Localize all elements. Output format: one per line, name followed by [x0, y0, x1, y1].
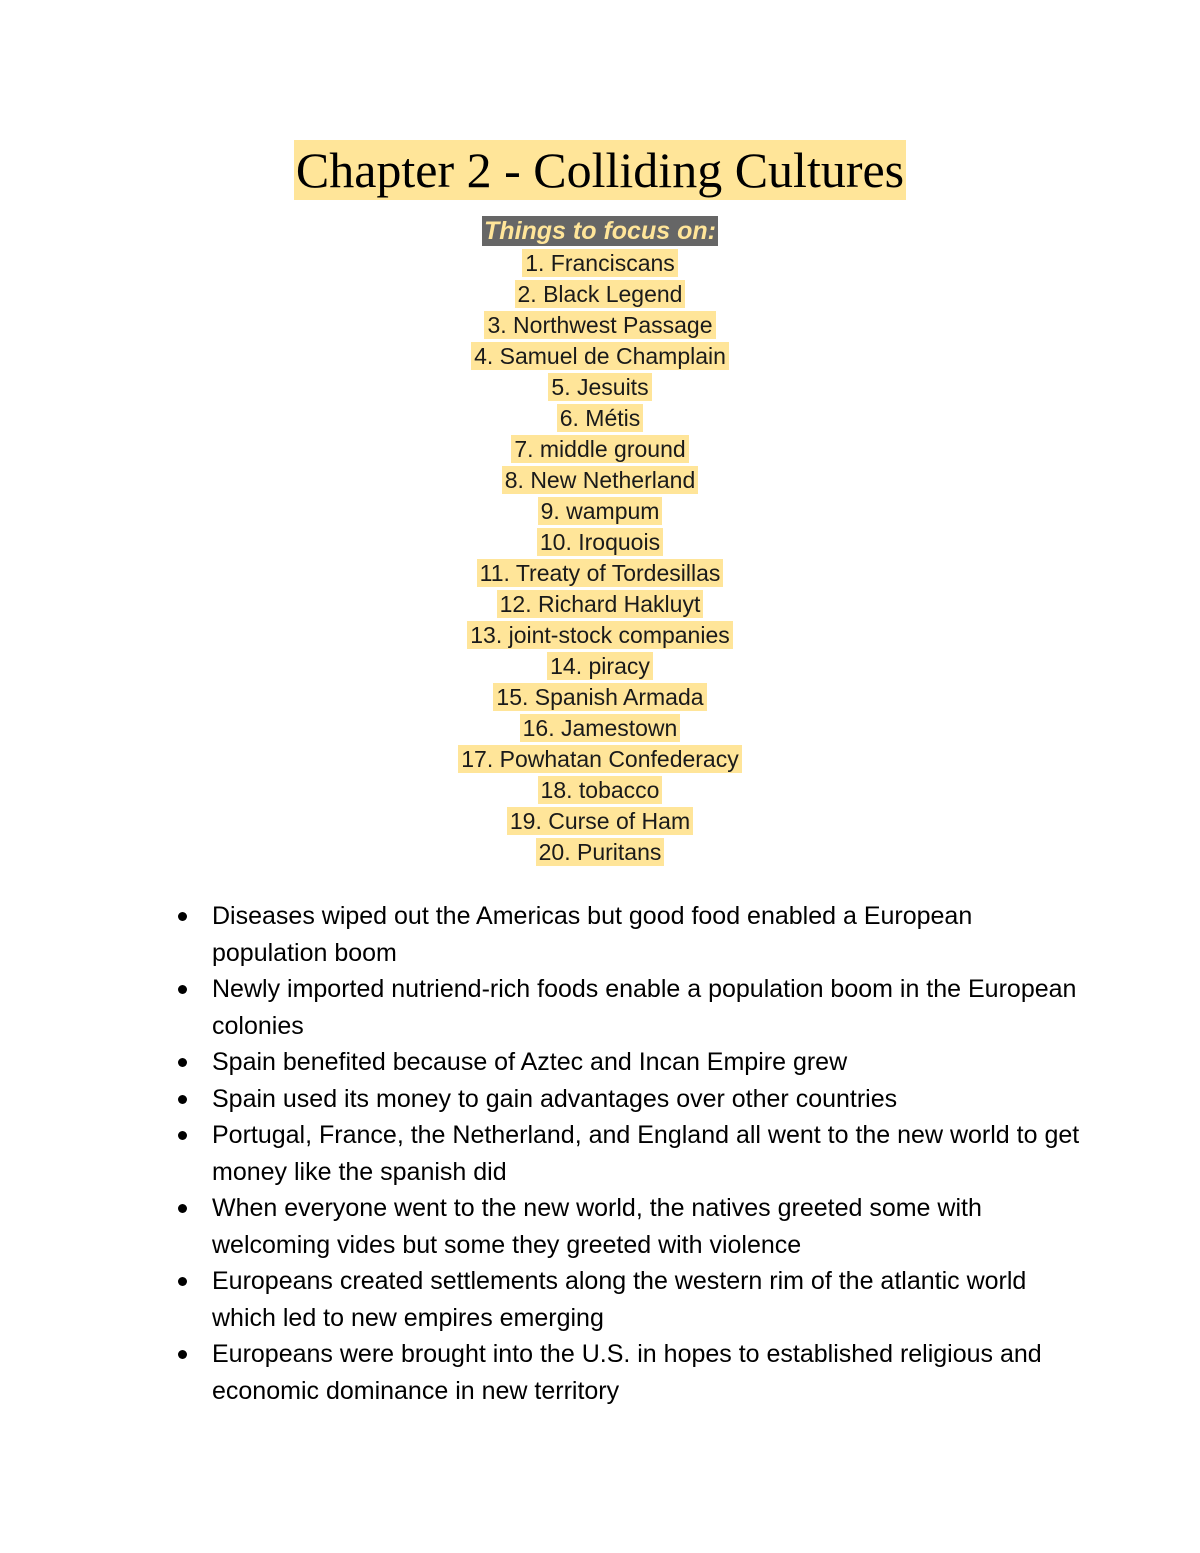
focus-term: 4. Samuel de Champlain	[471, 342, 729, 370]
focus-term: 12. Richard Hakluyt	[497, 590, 704, 618]
focus-term: 19. Curse of Ham	[507, 807, 693, 835]
bullet-item	[0, 898, 1200, 971]
focus-term-item	[0, 404, 1200, 435]
bullet-dot-icon	[178, 1204, 187, 1213]
focus-term-item	[0, 249, 1200, 280]
focus-term: 20. Puritans	[536, 838, 665, 866]
focus-term: 16. Jamestown	[520, 714, 681, 742]
focus-term: 8. New Netherland	[502, 466, 699, 494]
bullet-text: Diseases wiped out the Americas but good food enabled a European population boom	[212, 902, 973, 967]
bullet-item	[0, 1263, 1200, 1336]
bullet-text: Newly imported nutriend-rich foods enable a population boom in the European colonies	[212, 975, 1077, 1040]
focus-term-item	[0, 342, 1200, 373]
bullet-text: Europeans created settlements along the western rim of the atlantic world which led to new empires emerging	[212, 1267, 1027, 1332]
bullet-text: When everyone went to the new world, the natives greeted some with welcoming vides but some they greeted with violence	[212, 1194, 982, 1259]
focus-term-item	[0, 435, 1200, 466]
title-container	[0, 140, 1200, 200]
focus-term-item	[0, 280, 1200, 311]
focus-heading-container	[0, 216, 1200, 246]
page-title: Chapter 2 - Colliding Cultures	[295, 142, 905, 198]
focus-term-item	[0, 683, 1200, 714]
bullet-text: Portugal, France, the Netherland, and England all went to the new world to get money like the spanish did	[212, 1121, 1080, 1186]
focus-term: 7. middle ground	[511, 435, 688, 463]
bullet-text: Europeans were brought into the U.S. in hopes to established religious and economic dominance in new territory	[212, 1340, 1042, 1405]
focus-term: 9. wampum	[538, 497, 663, 525]
focus-term: 17. Powhatan Confederacy	[458, 745, 741, 773]
focus-term: 3. Northwest Passage	[484, 311, 715, 339]
bullet-dot-icon	[178, 1095, 187, 1104]
focus-term-item	[0, 621, 1200, 652]
focus-term: 1. Franciscans	[522, 249, 678, 277]
bullet-dot-icon	[178, 1350, 187, 1359]
bullet-dot-icon	[178, 1131, 187, 1140]
focus-term-item	[0, 807, 1200, 838]
focus-term-item	[0, 745, 1200, 776]
bullet-item	[0, 1117, 1200, 1190]
focus-term-item	[0, 466, 1200, 497]
focus-term: 2. Black Legend	[515, 280, 686, 308]
focus-term-item	[0, 590, 1200, 621]
bullet-item	[0, 1190, 1200, 1263]
focus-term-item	[0, 311, 1200, 342]
focus-term: 6. Métis	[557, 404, 644, 432]
focus-term: 5. Jesuits	[548, 373, 651, 401]
focus-term: 15. Spanish Armada	[493, 683, 706, 711]
focus-term: 10. Iroquois	[537, 528, 663, 556]
focus-term: 11. Treaty of Tordesillas	[477, 559, 724, 587]
focus-term: 18. tobacco	[538, 776, 663, 804]
bullet-text: Spain used its money to gain advantages over other countries	[212, 1084, 898, 1113]
focus-term-item	[0, 838, 1200, 869]
bullet-item	[0, 971, 1200, 1044]
bullet-item	[0, 1336, 1200, 1409]
focus-term-item	[0, 528, 1200, 559]
bullet-dot-icon	[178, 912, 187, 921]
bullet-text: Spain benefited because of Aztec and Incan Empire grew	[212, 1048, 848, 1076]
focus-term-item	[0, 652, 1200, 683]
focus-term-item	[0, 497, 1200, 528]
notes-bullet-list	[0, 898, 1200, 1409]
bullet-item	[0, 1081, 1200, 1118]
focus-term: 14. piracy	[547, 652, 653, 680]
bullet-dot-icon	[178, 1058, 187, 1067]
focus-term-item	[0, 714, 1200, 745]
focus-term-item	[0, 373, 1200, 404]
focus-term-item	[0, 559, 1200, 590]
bullet-dot-icon	[178, 1277, 187, 1286]
focus-term-item	[0, 776, 1200, 807]
focus-term: 13. joint-stock companies	[467, 621, 733, 649]
focus-terms-list	[0, 249, 1200, 869]
bullet-dot-icon	[178, 985, 187, 994]
bullet-item	[0, 1044, 1200, 1081]
focus-heading: Things to focus on:	[484, 217, 716, 245]
